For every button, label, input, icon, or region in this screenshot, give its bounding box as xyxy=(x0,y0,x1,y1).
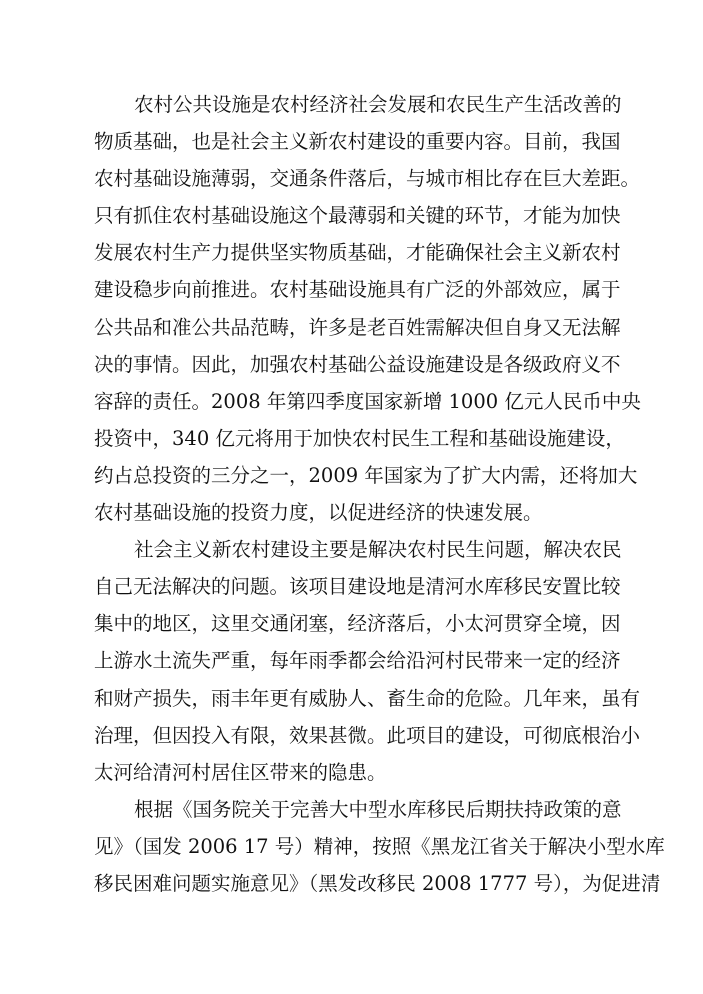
text-line: 农村公共设施是农村经济社会发展和农民生产生活改善的 xyxy=(134,93,622,116)
body-text xyxy=(94,86,665,902)
text-line: 农村基础设施薄弱，交通条件落后，与城市相比存在巨大差距。 xyxy=(94,167,641,191)
text-line: 约占总投资的三分之一，2009 年国家为了扩大内需，还将加大 xyxy=(94,463,638,487)
text-line: 物质基础，也是社会主义新农村建设的重要内容。目前，我国 xyxy=(94,130,621,154)
text-line: 自己无法解决的问题。该项目建设地是清河水库移民安置比较 xyxy=(94,575,621,599)
text-line: 治理，但因投入有限，效果甚微。此项目的建设，可彻底根治小 xyxy=(94,723,641,747)
text-line: 公共品和准公共品范畴，许多是老百姓需解决但自身又无法解 xyxy=(94,315,621,339)
text-line: 上游水土流失严重，每年雨季都会给沿河村民带来一定的经济 xyxy=(94,649,621,673)
text-line: 根据《国务院关于完善大中型水库移民后期扶持政策的意 xyxy=(134,797,622,821)
text-line: 太河给清河村居住区带来的隐患。 xyxy=(94,760,387,784)
text-line: 发展农村生产力提供坚实物质基础，才能确保社会主义新农村 xyxy=(94,241,621,265)
text-line: 集中的地区，这里交通闭塞，经济落后，小太河贯穿全境，因 xyxy=(94,612,621,636)
paragraph-1 xyxy=(94,86,641,531)
text-line: 和财产损失，雨丰年更有威胁人、畜生命的危险。几年来，虽有 xyxy=(94,686,641,710)
text-line: 移民困难问题实施意见》（黑发改移民 2008 1777 号），为促进清 xyxy=(94,871,661,895)
text-line: 见》（国发 2006 17 号）精神，按照《黑龙江省关于解决小型水库 xyxy=(94,834,665,858)
paragraph-3 xyxy=(94,791,665,902)
text-line: 社会主义新农村建设主要是解决农村民生问题，解决农民 xyxy=(134,538,622,562)
text-line: 投资中，340 亿元将用于加快农村民生工程和基础设施建设， xyxy=(94,426,625,450)
text-line: 决的事情。因此，加强农村基础公益设施建设是各级政府义不 xyxy=(94,352,621,376)
text-line: 只有抓住农村基础设施这个最薄弱和关键的环节，才能为加快 xyxy=(94,204,621,228)
text-line: 建设稳步向前推进。农村基础设施具有广泛的外部效应，属于 xyxy=(94,278,621,302)
text-line: 农村基础设施的投资力度，以促进经济的快速发展。 xyxy=(94,501,543,525)
text-line: 容辞的责任。2008 年第四季度国家新增 1000 亿元人民币中央 xyxy=(94,389,641,413)
paragraph-2 xyxy=(94,531,641,791)
